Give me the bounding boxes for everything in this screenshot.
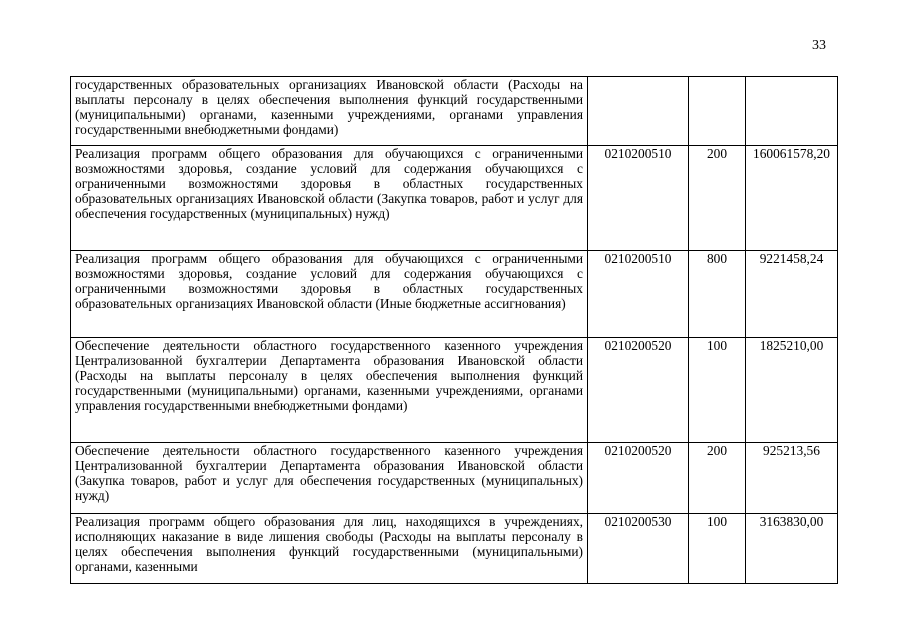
row-description: Обеспечение деятельности областного государственного казенного учреждения Централизованной бухгалтерии Департамента образования Ивановской области (Расходы на выплаты персоналу в целях обеспечения выполнения функций государственными (муниципальными) органами, казенными учреждениями, органами управления государственными внебюджетными фондами) xyxy=(71,338,588,443)
row-expense-type xyxy=(689,77,746,146)
row-target-code: 0210200510 xyxy=(588,251,689,338)
row-target-code xyxy=(588,77,689,146)
row-target-code: 0210200520 xyxy=(588,338,689,443)
row-expense-type: 100 xyxy=(689,338,746,443)
row-amount xyxy=(746,77,838,146)
row-expense-type: 800 xyxy=(689,251,746,338)
row-target-code: 0210200530 xyxy=(588,514,689,584)
row-target-code: 0210200510 xyxy=(588,146,689,251)
table-row xyxy=(71,146,838,251)
row-expense-type: 200 xyxy=(689,146,746,251)
budget-table xyxy=(70,76,838,584)
row-amount: 160061578,20 xyxy=(746,146,838,251)
page-number: 33 xyxy=(812,38,826,53)
row-description: Реализация программ общего образования для обучающихся с ограниченными возможностями здоровья, создание условий для содержания обучающихся с ограниченными возможностями здоровья в областных государственных образовательных организациях Ивановской области (Закупка товаров, работ и услуг для обеспечения государственных (муниципальных) нужд) xyxy=(71,146,588,251)
row-description: Обеспечение деятельности областного государственного казенного учреждения Централизованной бухгалтерии Департамента образования Ивановской области (Закупка товаров, работ и услуг для обеспечения государственных (муниципальных) нужд) xyxy=(71,443,588,514)
row-amount: 925213,56 xyxy=(746,443,838,514)
row-expense-type: 200 xyxy=(689,443,746,514)
row-target-code: 0210200520 xyxy=(588,443,689,514)
row-amount: 9221458,24 xyxy=(746,251,838,338)
row-description: государственных образовательных организациях Ивановской области (Расходы на выплаты персоналу в целях обеспечения выполнения функций государственными (муниципальными) органами, казенными учреждениями, органами управления государственными внебюджетными фондами) xyxy=(71,77,588,146)
table-row xyxy=(71,251,838,338)
row-description: Реализация программ общего образования для обучающихся с ограниченными возможностями здоровья, создание условий для содержания обучающихся с ограниченными возможностями здоровья в областных государственных образовательных организациях Ивановской области (Иные бюджетные ассигнования) xyxy=(71,251,588,338)
row-expense-type: 100 xyxy=(689,514,746,584)
table-row xyxy=(71,514,838,584)
row-amount: 1825210,00 xyxy=(746,338,838,443)
row-description: Реализация программ общего образования для лиц, находящихся в учреждениях, исполняющих наказание в виде лишения свободы (Расходы на выплаты персоналу в целях обеспечения выполнения функций государственными (муниципальными) органами, казенными xyxy=(71,514,588,584)
table-row xyxy=(71,443,838,514)
table-row xyxy=(71,77,838,146)
table-row xyxy=(71,338,838,443)
row-amount: 3163830,00 xyxy=(746,514,838,584)
